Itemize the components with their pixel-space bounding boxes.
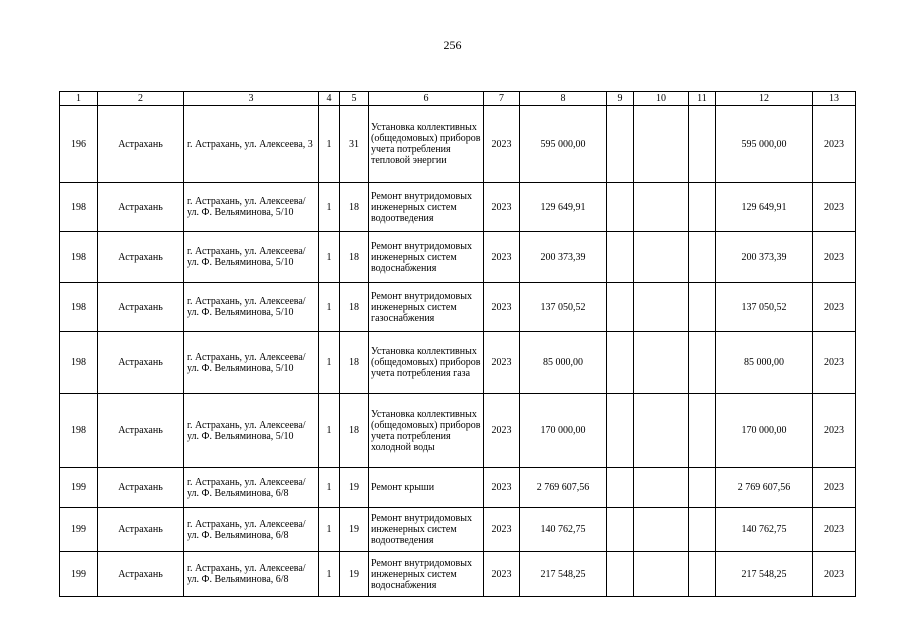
cost-cell: 217 548,25 xyxy=(520,552,607,597)
column-4-cell: 1 xyxy=(319,508,340,552)
column-10-cell xyxy=(634,552,689,597)
cost-cell: 595 000,00 xyxy=(520,106,607,183)
work-type-cell: Ремонт внутридомовых инженерных систем водоотведения xyxy=(369,183,484,232)
column-header: 7 xyxy=(484,92,520,106)
cost-cell: 140 762,75 xyxy=(520,508,607,552)
table-row xyxy=(60,232,856,283)
table-row xyxy=(60,283,856,332)
address-cell: г. Астрахань, ул. Алексеева/ ул. Ф. Вельяминова, 6/8 xyxy=(184,508,319,552)
column-4-cell: 1 xyxy=(319,106,340,183)
city-cell: Астрахань xyxy=(98,232,184,283)
column-9-cell xyxy=(607,283,634,332)
column-header: 5 xyxy=(340,92,369,106)
work-type-cell: Ремонт внутридомовых инженерных систем водоотведения xyxy=(369,508,484,552)
total-cost-cell: 85 000,00 xyxy=(716,332,813,394)
row-number-cell: 199 xyxy=(60,468,98,508)
capital-repair-table xyxy=(59,91,856,597)
cost-cell: 137 050,52 xyxy=(520,283,607,332)
column-5-cell: 19 xyxy=(340,508,369,552)
column-header: 10 xyxy=(634,92,689,106)
address-cell: г. Астрахань, ул. Алексеева/ ул. Ф. Вельяминова, 5/10 xyxy=(184,232,319,283)
column-header: 8 xyxy=(520,92,607,106)
column-5-cell: 18 xyxy=(340,183,369,232)
column-9-cell xyxy=(607,468,634,508)
column-11-cell xyxy=(689,332,716,394)
year-cell: 2023 xyxy=(484,106,520,183)
row-number-cell: 198 xyxy=(60,283,98,332)
year-cell: 2023 xyxy=(484,468,520,508)
column-5-cell: 19 xyxy=(340,552,369,597)
column-4-cell: 1 xyxy=(319,283,340,332)
work-type-cell: Ремонт внутридомовых инженерных систем газоснабжения xyxy=(369,283,484,332)
column-4-cell: 1 xyxy=(319,183,340,232)
year-cell: 2023 xyxy=(484,183,520,232)
column-9-cell xyxy=(607,232,634,283)
year-cell: 2023 xyxy=(484,394,520,468)
column-10-cell xyxy=(634,106,689,183)
column-header: 2 xyxy=(98,92,184,106)
column-9-cell xyxy=(607,394,634,468)
address-cell: г. Астрахань, ул. Алексеева/ ул. Ф. Вельяминова, 6/8 xyxy=(184,552,319,597)
address-cell: г. Астрахань, ул. Алексеева/ ул. Ф. Вельяминова, 6/8 xyxy=(184,468,319,508)
column-5-cell: 18 xyxy=(340,283,369,332)
column-11-cell xyxy=(689,183,716,232)
column-10-cell xyxy=(634,394,689,468)
total-cost-cell: 129 649,91 xyxy=(716,183,813,232)
column-10-cell xyxy=(634,332,689,394)
total-cost-cell: 217 548,25 xyxy=(716,552,813,597)
page-number: 256 xyxy=(443,38,462,52)
city-cell: Астрахань xyxy=(98,394,184,468)
city-cell: Астрахань xyxy=(98,332,184,394)
column-11-cell xyxy=(689,508,716,552)
end-year-cell: 2023 xyxy=(813,508,856,552)
column-4-cell: 1 xyxy=(319,232,340,283)
column-5-cell: 19 xyxy=(340,468,369,508)
work-type-cell: Ремонт внутридомовых инженерных систем водоснабжения xyxy=(369,552,484,597)
row-number-cell: 198 xyxy=(60,183,98,232)
column-4-cell: 1 xyxy=(319,394,340,468)
city-cell: Астрахань xyxy=(98,508,184,552)
column-number-row xyxy=(60,92,856,106)
column-header: 4 xyxy=(319,92,340,106)
city-cell: Астрахань xyxy=(98,552,184,597)
row-number-cell: 199 xyxy=(60,552,98,597)
year-cell: 2023 xyxy=(484,232,520,283)
city-cell: Астрахань xyxy=(98,183,184,232)
year-cell: 2023 xyxy=(484,332,520,394)
column-4-cell: 1 xyxy=(319,332,340,394)
column-4-cell: 1 xyxy=(319,468,340,508)
column-header: 9 xyxy=(607,92,634,106)
column-11-cell xyxy=(689,552,716,597)
city-cell: Астрахань xyxy=(98,283,184,332)
city-cell: Астрахань xyxy=(98,106,184,183)
column-11-cell xyxy=(689,232,716,283)
column-header: 6 xyxy=(369,92,484,106)
column-11-cell xyxy=(689,468,716,508)
cost-cell: 2 769 607,56 xyxy=(520,468,607,508)
total-cost-cell: 140 762,75 xyxy=(716,508,813,552)
end-year-cell: 2023 xyxy=(813,468,856,508)
year-cell: 2023 xyxy=(484,283,520,332)
column-11-cell xyxy=(689,106,716,183)
end-year-cell: 2023 xyxy=(813,394,856,468)
column-9-cell xyxy=(607,508,634,552)
column-5-cell: 18 xyxy=(340,332,369,394)
address-cell: г. Астрахань, ул. Алексеева/ ул. Ф. Вельяминова, 5/10 xyxy=(184,183,319,232)
total-cost-cell: 170 000,00 xyxy=(716,394,813,468)
table-row xyxy=(60,552,856,597)
column-9-cell xyxy=(607,332,634,394)
column-10-cell xyxy=(634,232,689,283)
address-cell: г. Астрахань, ул. Алексеева, 3 xyxy=(184,106,319,183)
end-year-cell: 2023 xyxy=(813,183,856,232)
work-type-cell: Ремонт крыши xyxy=(369,468,484,508)
work-type-cell: Ремонт внутридомовых инженерных систем водоснабжения xyxy=(369,232,484,283)
year-cell: 2023 xyxy=(484,508,520,552)
cost-cell: 170 000,00 xyxy=(520,394,607,468)
end-year-cell: 2023 xyxy=(813,283,856,332)
table-row xyxy=(60,468,856,508)
row-number-cell: 198 xyxy=(60,332,98,394)
table-row xyxy=(60,183,856,232)
end-year-cell: 2023 xyxy=(813,232,856,283)
table-row xyxy=(60,332,856,394)
city-cell: Астрахань xyxy=(98,468,184,508)
address-cell: г. Астрахань, ул. Алексеева/ ул. Ф. Вельяминова, 5/10 xyxy=(184,283,319,332)
work-type-cell: Установка коллективных (общедомовых) приборов учета потребления тепловой энергии xyxy=(369,106,484,183)
row-number-cell: 198 xyxy=(60,394,98,468)
total-cost-cell: 2 769 607,56 xyxy=(716,468,813,508)
end-year-cell: 2023 xyxy=(813,106,856,183)
total-cost-cell: 200 373,39 xyxy=(716,232,813,283)
column-header: 13 xyxy=(813,92,856,106)
column-5-cell: 18 xyxy=(340,394,369,468)
column-10-cell xyxy=(634,468,689,508)
column-9-cell xyxy=(607,552,634,597)
year-cell: 2023 xyxy=(484,552,520,597)
column-11-cell xyxy=(689,283,716,332)
total-cost-cell: 137 050,52 xyxy=(716,283,813,332)
column-11-cell xyxy=(689,394,716,468)
column-10-cell xyxy=(634,508,689,552)
work-type-cell: Установка коллективных (общедомовых) приборов учета потребления газа xyxy=(369,332,484,394)
column-header: 1 xyxy=(60,92,98,106)
work-type-cell: Установка коллективных (общедомовых) приборов учета потребления холодной воды xyxy=(369,394,484,468)
row-number-cell: 196 xyxy=(60,106,98,183)
row-number-cell: 198 xyxy=(60,232,98,283)
column-header: 3 xyxy=(184,92,319,106)
address-cell: г. Астрахань, ул. Алексеева/ ул. Ф. Вельяминова, 5/10 xyxy=(184,394,319,468)
column-header: 12 xyxy=(716,92,813,106)
end-year-cell: 2023 xyxy=(813,552,856,597)
column-5-cell: 18 xyxy=(340,232,369,283)
table-row xyxy=(60,508,856,552)
column-9-cell xyxy=(607,183,634,232)
column-10-cell xyxy=(634,183,689,232)
address-cell: г. Астрахань, ул. Алексеева/ ул. Ф. Вельяминова, 5/10 xyxy=(184,332,319,394)
column-9-cell xyxy=(607,106,634,183)
end-year-cell: 2023 xyxy=(813,332,856,394)
total-cost-cell: 595 000,00 xyxy=(716,106,813,183)
column-5-cell: 31 xyxy=(340,106,369,183)
table-row xyxy=(60,394,856,468)
column-header: 11 xyxy=(689,92,716,106)
cost-cell: 129 649,91 xyxy=(520,183,607,232)
table-row xyxy=(60,106,856,183)
column-4-cell: 1 xyxy=(319,552,340,597)
cost-cell: 85 000,00 xyxy=(520,332,607,394)
row-number-cell: 199 xyxy=(60,508,98,552)
cost-cell: 200 373,39 xyxy=(520,232,607,283)
column-10-cell xyxy=(634,283,689,332)
